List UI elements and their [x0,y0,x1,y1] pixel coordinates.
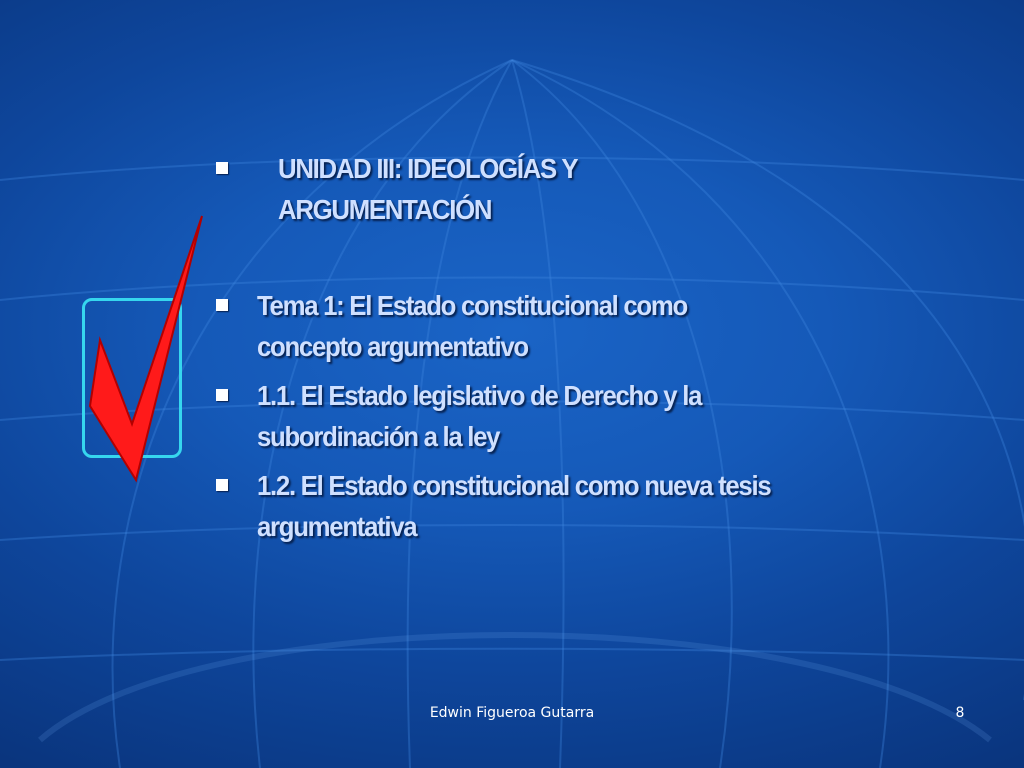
bullet-item-tema-1 [216,285,976,367]
bullet-item-unit-heading [216,148,976,230]
bullet-item-text: UNIDAD III: IDEOLOGÍAS Y ARGUMENTACIÓN [278,153,578,225]
square-bullet-icon [216,162,228,174]
red-checkmark-icon [80,210,210,490]
bullet-list [216,148,976,555]
bullet-item-text: 1.2. El Estado constitucional como nueva tesis argumentativa [257,470,771,542]
bullet-item-text: 1.1. El Estado legislativo de Derecho y la subordinación a la ley [257,380,702,452]
bullet-item-text: Tema 1: El Estado constitucional como concepto argumentativo [257,290,687,362]
bullet-item-1-1 [216,375,976,457]
square-bullet-icon [216,479,228,491]
square-bullet-icon [216,389,228,401]
slide-page-number: 8 [955,705,965,721]
square-bullet-icon [216,299,228,311]
footer-author: Edwin Figueroa Gutarra [429,705,595,721]
bullet-item-1-2 [216,465,976,547]
